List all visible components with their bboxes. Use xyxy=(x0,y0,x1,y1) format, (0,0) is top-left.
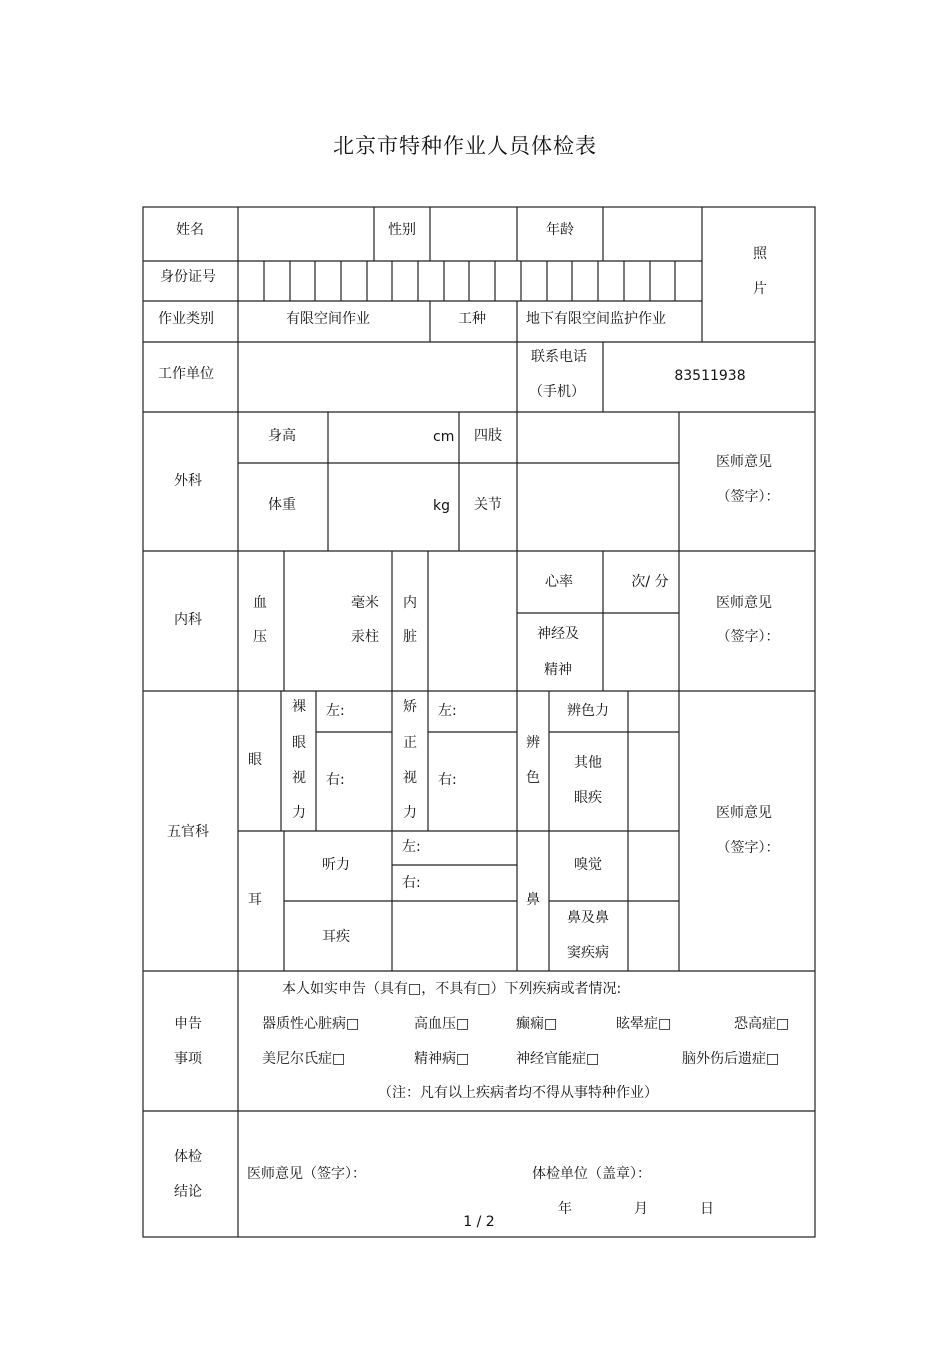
declaration-item: 器质性心脏病□ xyxy=(262,1016,360,1032)
job-category-value: 有限空间作业 xyxy=(286,311,370,327)
declaration-label-1: 申告 xyxy=(174,1016,202,1032)
phone-value: 83511938 xyxy=(674,368,746,384)
declaration-item: 脑外伤后遗症□ xyxy=(682,1051,780,1067)
id-label: 身份证号 xyxy=(160,269,216,285)
hearing-right-label: 右: xyxy=(402,875,421,891)
weight-unit: kg xyxy=(433,498,450,514)
photo-label-2: 片 xyxy=(753,281,767,297)
conclusion-label-1: 体检 xyxy=(174,1149,202,1165)
color-label-2: 色 xyxy=(526,770,540,786)
hearing-label: 听力 xyxy=(322,857,350,873)
color-label-1: 辨 xyxy=(526,735,540,751)
naked-vision-3: 视 xyxy=(292,770,306,786)
bp-unit-1: 毫米 xyxy=(351,595,379,611)
naked-vision-4: 力 xyxy=(292,805,306,821)
corrected-vision-4: 力 xyxy=(403,805,417,821)
naked-vision-1: 裸 xyxy=(292,699,306,715)
employer-label: 工作单位 xyxy=(158,366,214,382)
heart-rate-label: 心率 xyxy=(545,574,573,590)
conclusion-year: 年 xyxy=(558,1201,572,1217)
surgery-section-label: 外科 xyxy=(174,473,202,489)
ear-disease-label: 耳疾 xyxy=(322,929,350,945)
limbs-label: 四肢 xyxy=(474,428,502,444)
nerve-label-1: 神经及 xyxy=(537,626,579,642)
phone-label-2: （手机） xyxy=(529,384,585,400)
declaration-item: 神经官能症□ xyxy=(516,1051,600,1067)
naked-right-label: 右: xyxy=(326,772,345,788)
heart-rate-unit: 次/ 分 xyxy=(631,574,669,590)
organs-label-2: 脏 xyxy=(403,629,417,645)
hearing-left-label: 左: xyxy=(402,839,421,855)
height-unit: cm xyxy=(433,429,455,445)
phone-label-1: 联系电话 xyxy=(531,349,587,365)
conclusion-label-2: 结论 xyxy=(174,1184,202,1200)
job-type-value: 地下有限空间监护作业 xyxy=(526,311,666,327)
smell-label: 嗅觉 xyxy=(574,857,602,873)
internal-section-label: 内科 xyxy=(174,612,202,628)
declaration-item: 美尼尔氏症□ xyxy=(262,1051,346,1067)
corrected-vision-3: 视 xyxy=(403,770,417,786)
bp-label-1: 血 xyxy=(253,595,267,611)
declaration-item: 高血压□ xyxy=(414,1016,470,1032)
job-category-label: 作业类别 xyxy=(158,311,214,327)
ent-doctor-label: 医师意见 xyxy=(716,805,772,821)
declaration-label-2: 事项 xyxy=(174,1051,202,1067)
page-title: 北京市特种作业人员体检表 xyxy=(333,134,597,158)
nerve-label-2: 精神 xyxy=(544,662,572,678)
corrected-vision-1: 矫 xyxy=(403,699,417,715)
photo-label-1: 照 xyxy=(753,246,767,262)
job-type-label: 工种 xyxy=(458,311,486,327)
color-vision-label: 辨色力 xyxy=(567,703,609,719)
other-eye-label-2: 眼疾 xyxy=(574,790,602,806)
ear-label: 耳 xyxy=(248,892,262,908)
surgery-doctor-label: 医师意见 xyxy=(716,454,772,470)
bp-unit-2: 汞柱 xyxy=(351,629,379,645)
internal-doctor-sign: （签字）： xyxy=(716,629,780,645)
declaration-item: 精神病□ xyxy=(414,1051,470,1067)
corrected-vision-2: 正 xyxy=(403,735,417,751)
age-label: 年龄 xyxy=(546,222,574,238)
nose-disease-label-2: 窦疾病 xyxy=(567,945,609,961)
name-label: 姓名 xyxy=(176,222,204,238)
surgery-doctor-sign: （签字）： xyxy=(716,489,780,505)
nose-label: 鼻 xyxy=(526,892,540,908)
other-eye-label-1: 其他 xyxy=(574,755,602,771)
naked-vision-2: 眼 xyxy=(292,735,306,751)
declaration-item: 癫痫□ xyxy=(516,1016,558,1032)
declaration-item: 眩晕症□ xyxy=(616,1016,672,1032)
organs-label-1: 内 xyxy=(403,595,417,611)
declaration-note: （注：凡有以上疾病者均不得从事特种作业） xyxy=(378,1085,658,1101)
declaration-item: 恐高症□ xyxy=(734,1016,790,1032)
internal-doctor-label: 医师意见 xyxy=(716,595,772,611)
bp-label-2: 压 xyxy=(253,629,267,645)
conclusion-month: 月 xyxy=(634,1201,648,1217)
nose-disease-label-1: 鼻及鼻 xyxy=(567,910,609,926)
corrected-left-label: 左: xyxy=(438,703,457,719)
height-label: 身高 xyxy=(268,428,296,444)
eye-label: 眼 xyxy=(248,752,262,768)
conclusion-unit-stamp: 体检单位（盖章）： xyxy=(532,1166,651,1182)
declaration-intro: 本人如实申告（具有□，不具有□）下列疾病或者情况: xyxy=(282,981,622,997)
page-number: 1 / 2 xyxy=(463,1214,495,1230)
ent-section-label: 五官科 xyxy=(167,824,209,840)
conclusion-day: 日 xyxy=(700,1201,714,1217)
naked-left-label: 左: xyxy=(326,703,345,719)
joints-label: 关节 xyxy=(474,497,502,513)
gender-label: 性别 xyxy=(388,222,416,238)
weight-label: 体重 xyxy=(268,497,296,513)
ent-doctor-sign: （签字）： xyxy=(716,840,780,856)
conclusion-doctor-sign: 医师意见（签字）： xyxy=(247,1166,366,1182)
corrected-right-label: 右: xyxy=(438,772,457,788)
